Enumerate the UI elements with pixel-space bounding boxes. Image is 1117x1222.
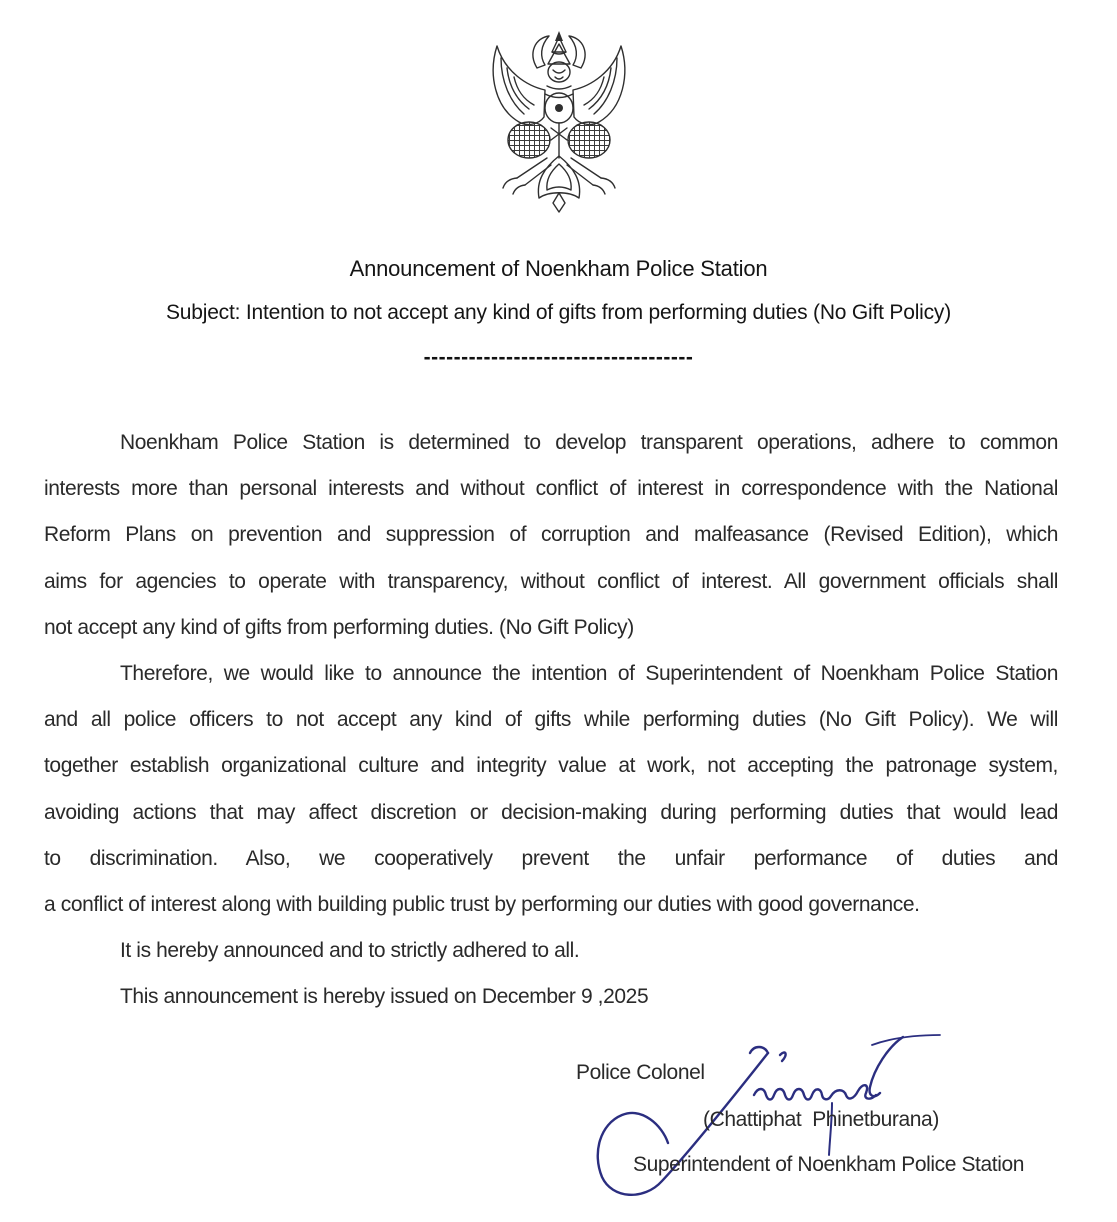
paragraph-line: and all police officers to not accept any kind of gifts while performing duties (No Gift Policy). We will	[44, 708, 1058, 732]
paragraph-line: together establish organizational culture and integrity value at work, not accepting the patronage system,	[44, 754, 1058, 778]
paragraph-line: not accept any kind of gifts from performing duties. (No Gift Policy)	[44, 615, 634, 639]
paragraph-line: to discrimination. Also, we cooperatively prevent the unfair performance of duties and	[44, 846, 1058, 870]
body-text	[44, 420, 1058, 1020]
paragraph-line: It is hereby announced and to strictly adhered to all.	[120, 939, 580, 963]
signature-block	[0, 1020, 1117, 1220]
emblem-container	[0, 0, 1117, 216]
paragraph-line: This announcement is hereby issued on December 9 ,2025	[120, 985, 649, 1009]
document-subject: Subject: Intention to not accept any kind of gifts from performing duties (No Gift Policy)	[165, 301, 952, 324]
paragraph-line: aims for agencies to operate with transparency, without conflict of interest. All government officials shall	[44, 569, 1058, 593]
paragraph-line: a conflict of interest along with building public trust by performing our duties with good governance.	[44, 892, 920, 916]
signer-position: Superintendent of Noenkham Police Station	[633, 1153, 1025, 1176]
paragraph	[44, 974, 1058, 1020]
paragraph	[44, 420, 1058, 651]
signer-name: (Chattiphat Phinetburana)	[703, 1108, 939, 1131]
paragraph-line: Therefore, we would like to announce the intention of Superintendent of Noenkham Police Station	[120, 661, 1058, 685]
divider-dashes: ------------------------------------	[423, 346, 694, 369]
paragraph-line: interests more than personal interests and without conflict of interest in correspondence with the National	[44, 477, 1058, 501]
signer-rank: Police Colonel	[576, 1061, 705, 1084]
paragraph-line: Reform Plans on prevention and suppression of corruption and malfeasance (Revised Edition), which	[44, 523, 1058, 547]
garuda-emblem-icon	[477, 28, 641, 216]
document-title: Announcement of Noenkham Police Station	[349, 256, 768, 281]
paragraph-line: Noenkham Police Station is determined to develop transparent operations, adhere to common	[120, 431, 1058, 454]
paragraph-line: avoiding actions that may affect discretion or decision-making during performing duties that would lead	[44, 800, 1058, 824]
paragraph	[44, 651, 1058, 928]
paragraph	[44, 928, 1058, 974]
